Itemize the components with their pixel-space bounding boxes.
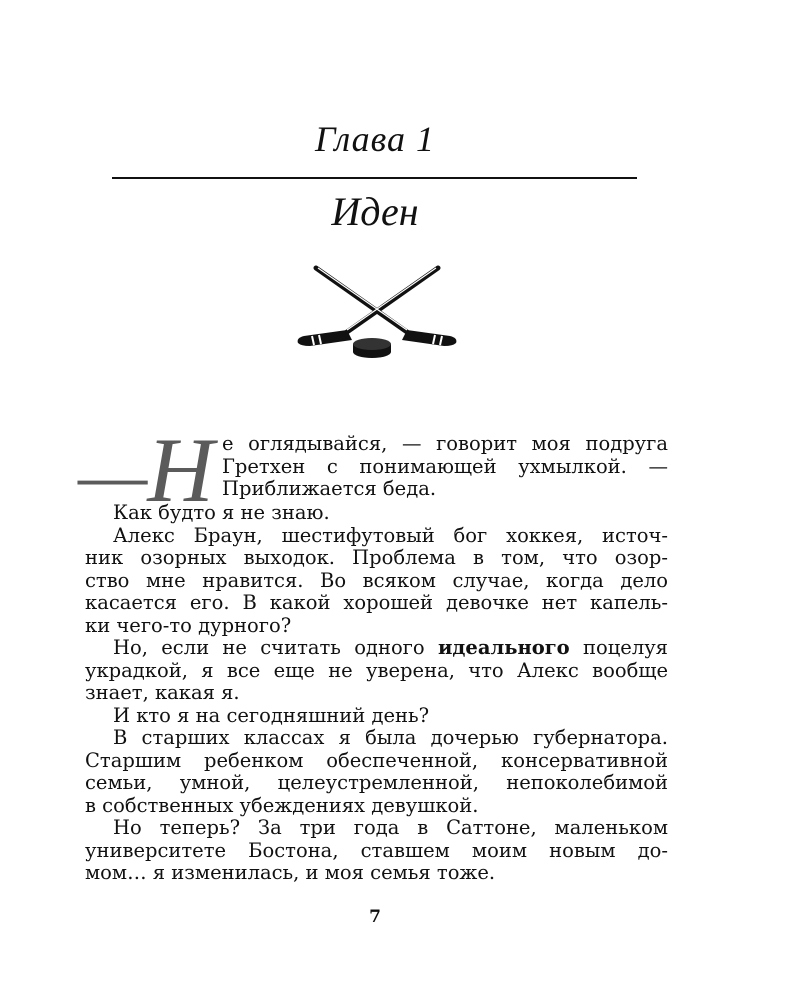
text-line: украдкой, я все еще не уверена, что Алекс вообще: [85, 658, 668, 682]
emphasis-word: идеального: [437, 636, 570, 659]
text-line: ник озорных выходок. Проблема в том, что озор-: [85, 546, 668, 569]
body-text: [85, 502, 668, 885]
text-line: Алекс Браун, шестифутовый бог хоккея, источ-: [113, 523, 668, 547]
page-number: 7: [369, 907, 381, 927]
text-line: касается его. В какой хорошей девочке нет капель-: [85, 591, 668, 614]
text-line: знает, какая я.: [85, 681, 240, 704]
chapter-title: Глава 1: [314, 119, 436, 159]
text-line: семьи, умной, целеустремленной, непоколебимой: [85, 771, 668, 794]
text-line: университете Бостона, ставшем моим новым до-: [85, 838, 668, 862]
text-line: е оглядывайся, — говорит моя подруга: [222, 432, 668, 455]
hockey-sticks-icon: [292, 262, 462, 362]
text-line: ство мне нравится. Во всяком случае, когда дело: [85, 568, 668, 592]
text-segment: Но, если не считать одного: [113, 636, 425, 659]
text-line: Старшим ребенком обеспеченной, консервативной: [85, 748, 668, 772]
title-divider: [112, 177, 637, 179]
text-line: В старших классах я была дочерью губернатора.: [113, 726, 668, 749]
text-line: Гретхен с понимающей ухмылкой. —: [222, 454, 668, 478]
text-line: Приближается беда.: [222, 477, 437, 500]
drop-cap-letter: Н: [147, 419, 214, 521]
text-line: в собственных убеждениях девушкой.: [85, 793, 479, 817]
drop-cap-dash: —: [78, 431, 148, 518]
lead-paragraph: [222, 433, 668, 501]
chapter-subtitle: Иден: [331, 189, 419, 234]
text-line: ки чего-то дурного?: [85, 613, 292, 637]
text-line: Как будто я не знаю.: [113, 501, 330, 524]
text-line: Но теперь? За три года в Саттоне, маленьком: [113, 816, 668, 839]
text-segment: поцелуя: [583, 636, 668, 659]
text-line: И кто я на сегодняшний день?: [113, 703, 430, 727]
text-line: мом… я изменилась, и моя семья тоже.: [85, 861, 496, 884]
text-line: [85, 637, 668, 660]
